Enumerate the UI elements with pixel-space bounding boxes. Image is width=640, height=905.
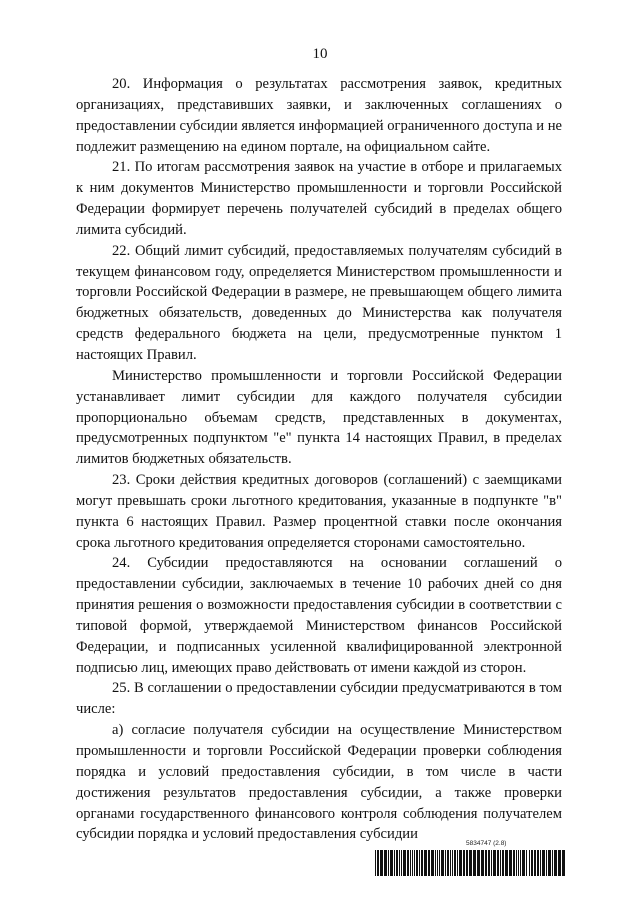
paragraph-22: 22. Общий лимит субсидий, предоставляемых получателям субсидий в текущем финансовом году, определяется Министерством промышленности и торговли Российской Федерации в размере, не превышающем общего лимита бюджетных обязательств, доведенных до Министерства как получателя средств федерального бюджета на цели, предусмотренные пунктом 1 настоящих Правил.: [76, 242, 562, 363]
page-number: 10: [312, 46, 328, 62]
barcode-icon: [375, 850, 565, 876]
paragraph-20: 20. Информация о результатах рассмотрения заявок, кредитных организациях, представивших заявки, и заключенных соглашениях о предоставлении субсидии является информацией ограниченного доступа и не подлежит размещению на едином портале, на официальном сайте.: [76, 76, 562, 155]
paragraph-25: 25. В соглашении о предоставлении субсидии предусматриваются в том числе:: [76, 680, 562, 718]
paragraph-24: 24. Субсидии предоставляются на основании соглашений о предоставлении субсидии, заключаемых в течение 10 рабочих дней со дня принятия решения о возможности предоставления субсидии в соответствии с типовой формой, утверждаемой Министерством финансов Российской Федерации, и подписанных усиленной квалифицированной электронной подписью лиц, имеющих право действовать от имени каждой из сторон.: [76, 555, 562, 676]
document-body: [76, 74, 562, 845]
paragraph-25-a: а) согласие получателя субсидии на осуществление Министерством промышленности и торговли Российской Федерации проверки соблюдения порядка и условий предоставления субсидии, в том числе в части достижения результатов предоставления субсидии, а также проверки органами государственного финансового контроля соблюдения получателем субсидии порядка и условий предоставления субсидии: [76, 722, 562, 843]
paragraph-22-continued: Министерство промышленности и торговли Российской Федерации устанавливает лимит субсидии для каждого получателя субсидии пропорционально объемам средств, представленных в документах, предусмотренных подпунктом "е" пункта 14 настоящих Правил, в пределах лимитов бюджетных обязательств.: [76, 367, 562, 468]
document-code: 5834747 (2.8): [466, 840, 507, 847]
paragraph-21: 21. По итогам рассмотрения заявок на участие в отборе и прилагаемых к ним документов Министерство промышленности и торговли Российской Федерации формирует перечень получателей субсидий в пределах общего лимита субсидий.: [76, 159, 562, 238]
paragraph-23: 23. Сроки действия кредитных договоров (соглашений) с заемщиками могут превышать сроки льготного кредитования, указанные в подпункте "в" пункта 6 настоящих Правил. Размер процентной ставки после окончания срока льготного кредитования определяется сторонами самостоятельно.: [76, 472, 562, 551]
